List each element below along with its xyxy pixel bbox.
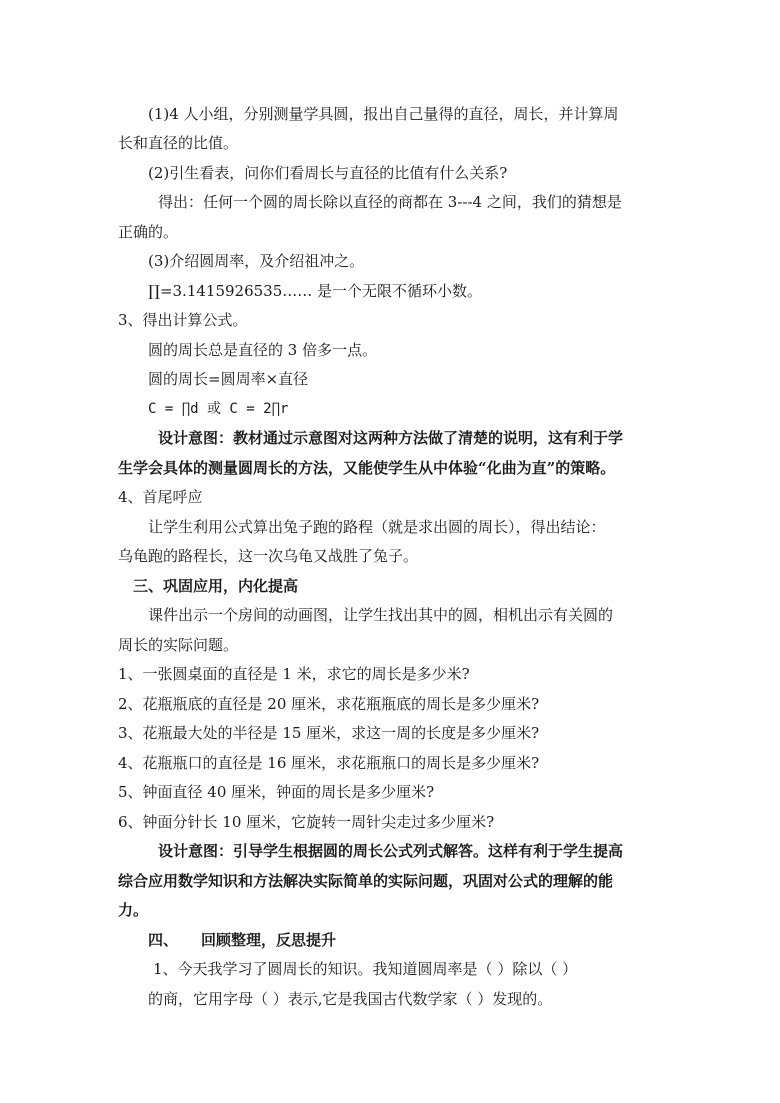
- text-line: 课件出示一个房间的动画图，让学生找出其中的圆，相机出示有关圆的: [148, 606, 614, 624]
- text-line: 周长的实际问题。: [118, 636, 239, 654]
- formula-line: C = ∏d 或 C = 2∏r: [148, 401, 289, 417]
- design-intent: 综合应用数学知识和方法解决实际简单的实际问题，巩固对公式的理解的能: [118, 872, 614, 890]
- fill-in-question: 1、今天我学习了圆周长的知识。我知道圆周率是（ ）除以（ ）: [153, 960, 578, 978]
- exercise-item: 6、钟面分针长 10 厘米，它旋转一周针尖走过多少厘米?: [118, 813, 495, 831]
- design-intent: 力。: [118, 901, 149, 919]
- section-heading: 4、首尾呼应: [118, 488, 203, 506]
- text-line: (1)4 人小组，分别测量学具圆，报出自己量得的直径，周长，并计算周: [148, 105, 619, 123]
- design-intent: 生学会具体的测量圆周长的方法，又能使学生从中体验“化曲为直”的策略。: [118, 459, 616, 477]
- section-number: 四、: [148, 931, 179, 949]
- text-line: (3)介绍圆周率，及介绍祖冲之。: [148, 252, 365, 270]
- section-heading: 三、巩固应用，内化提高: [133, 577, 299, 595]
- text-line: 乌龟跑的路程长，这一次乌龟又战胜了兔子。: [118, 547, 419, 565]
- fill-in-question: 的商，它用字母（ ）表示,它是我国古代数学家（ ）发现的。: [148, 990, 553, 1008]
- pi-value-line: ∏=3.1415926535…… 是一个无限不循环小数。: [148, 282, 483, 300]
- exercise-item: 2、花瓶瓶底的直径是 20 厘米，求花瓶瓶底的周长是多少厘米?: [118, 695, 540, 713]
- text-line: (2)引生看表，问你们看周长与直径的比值有什么关系?: [148, 164, 508, 182]
- text-line: 得出：任何一个圆的周长除以直径的商都在 3---4 之间，我们的猜想是: [158, 193, 622, 211]
- formula-line: 圆的周长=圆周率×直径: [148, 370, 309, 388]
- exercise-item: 5、钟面直径 40 厘米，钟面的周长是多少厘米?: [118, 783, 435, 801]
- section-heading: 回顾整理，反思提升: [201, 931, 337, 949]
- section-heading: 3、得出计算公式。: [118, 311, 248, 329]
- text-line: 正确的。: [118, 223, 179, 241]
- exercise-item: 3、花瓶最大处的半径是 15 厘米，求这一周的长度是多少厘米?: [118, 724, 540, 742]
- design-intent: 设计意图：引导学生根据圆的周长公式列式解答。这样有利于学生提高: [158, 842, 624, 860]
- text-line: 让学生利用公式算出兔子跑的路程（就是求出圆的周长），得出结论：: [148, 518, 606, 536]
- design-intent: 设计意图：教材通过示意图对这两种方法做了清楚的说明，这有利于学: [158, 429, 624, 447]
- exercise-item: 4、花瓶瓶口的直径是 16 厘米，求花瓶瓶口的周长是多少厘米?: [118, 754, 540, 772]
- text-line: 长和直径的比值。: [118, 134, 239, 152]
- text-line: 圆的周长总是直径的 3 倍多一点。: [148, 341, 378, 359]
- exercise-item: 1、一张圆桌面的直径是 1 米，求它的周长是多少米?: [118, 665, 470, 683]
